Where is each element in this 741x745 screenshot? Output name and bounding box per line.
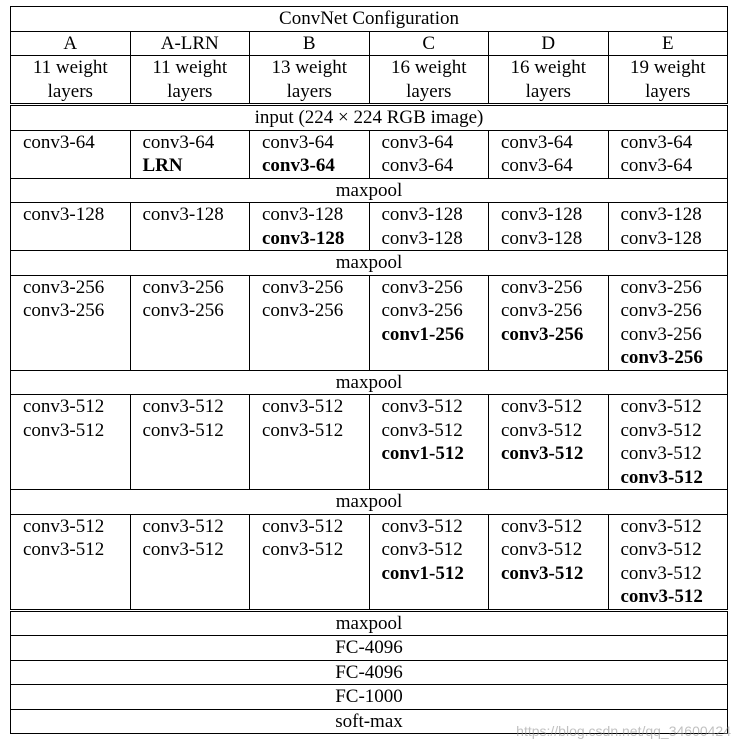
layer-cell <box>369 514 489 610</box>
layer-label: conv3-512 <box>620 539 702 560</box>
layer-label: conv3-128 <box>262 227 345 249</box>
layer-cell <box>11 514 131 610</box>
layer-label: conv3-128 <box>381 227 463 249</box>
layer-label: conv3-512 <box>142 419 224 441</box>
layer-label: conv3-256 <box>620 347 703 368</box>
layer-cell <box>489 130 609 178</box>
layer-label: conv3-512 <box>501 419 583 441</box>
layer-label: conv3-128 <box>142 204 224 225</box>
layer-label: conv3-64 <box>262 131 334 153</box>
layer-label: conv3-128 <box>381 204 463 225</box>
column-desc: 11 weight layers <box>11 56 131 105</box>
tail-row: FC-4096 <box>11 660 728 685</box>
layer-label: conv3-256 <box>501 276 583 298</box>
layer-cell <box>130 514 250 610</box>
convnet-config-table <box>10 6 728 734</box>
layer-label: conv3-256 <box>142 300 224 321</box>
maxpool-row: maxpool <box>11 370 728 395</box>
layer-label: conv3-512 <box>620 466 703 488</box>
layer-label: conv3-64 <box>23 131 95 153</box>
tail-row: FC-1000 <box>11 685 728 710</box>
layer-label: conv3-256 <box>620 276 702 298</box>
layer-label: conv3-512 <box>620 396 702 417</box>
config-table-grid <box>10 6 728 734</box>
layer-cell <box>11 203 131 251</box>
layer-label: conv3-512 <box>620 515 702 537</box>
layer-cell <box>250 203 370 251</box>
tail-row: maxpool <box>11 610 728 636</box>
layer-cell <box>489 395 609 490</box>
layer-label: conv3-256 <box>620 323 702 345</box>
layer-cell <box>608 130 728 178</box>
layer-label: conv3-64 <box>501 131 573 153</box>
layer-cell <box>250 395 370 490</box>
layer-label: conv3-128 <box>620 204 702 225</box>
layer-label: conv3-256 <box>142 276 224 298</box>
layer-cell <box>130 395 250 490</box>
column-header-a: A <box>11 31 131 56</box>
layer-label: conv3-512 <box>501 515 583 537</box>
layer-label: conv3-512 <box>262 396 344 417</box>
layer-label: conv3-128 <box>262 204 344 225</box>
layer-cell <box>11 275 131 370</box>
column-header-b: B <box>250 31 370 56</box>
layer-label: LRN <box>142 155 183 176</box>
column-desc: 16 weight layers <box>489 56 609 105</box>
layer-cell <box>369 275 489 370</box>
column-desc: 19 weight layers <box>608 56 728 105</box>
layer-label: conv3-512 <box>381 539 463 560</box>
layer-cell <box>369 130 489 178</box>
layer-cell <box>608 395 728 490</box>
input-row: input (224 × 224 RGB image) <box>11 105 728 131</box>
column-header-a-lrn: A-LRN <box>130 31 250 56</box>
layer-cell <box>369 203 489 251</box>
column-desc: 16 weight layers <box>369 56 489 105</box>
layer-label: conv3-512 <box>23 539 105 560</box>
layer-label: conv3-512 <box>501 443 584 464</box>
tail-row: FC-4096 <box>11 636 728 661</box>
maxpool-row: maxpool <box>11 251 728 276</box>
layer-cell <box>369 395 489 490</box>
layer-cell <box>130 275 250 370</box>
column-header-e: E <box>608 31 728 56</box>
layer-label: conv3-128 <box>501 227 583 249</box>
watermark: https://blog.csdn.net/qq_34600424 <box>516 723 731 739</box>
column-desc: 13 weight layers <box>250 56 370 105</box>
layer-label: conv3-64 <box>501 155 573 176</box>
layer-label: conv3-256 <box>23 276 105 298</box>
layer-label: conv3-512 <box>620 586 703 607</box>
maxpool-row: maxpool <box>11 178 728 203</box>
tail-row: soft-max <box>11 709 728 734</box>
layer-label: conv1-256 <box>381 323 464 345</box>
layer-label: conv3-64 <box>620 131 693 153</box>
layer-label: conv3-128 <box>23 204 105 225</box>
layer-label: conv3-512 <box>142 515 224 537</box>
layer-label: conv3-256 <box>501 300 583 321</box>
layer-cell <box>250 275 370 370</box>
layer-cell <box>11 130 131 178</box>
layer-label: conv3-256 <box>381 300 463 321</box>
layer-label: conv3-256 <box>262 276 344 298</box>
layer-cell <box>608 203 728 251</box>
layer-label: conv3-64 <box>142 131 215 153</box>
layer-label: conv3-512 <box>381 515 463 537</box>
layer-label: conv3-512 <box>262 539 344 560</box>
layer-cell <box>250 514 370 610</box>
layer-cell <box>608 514 728 610</box>
column-header-c: C <box>369 31 489 56</box>
layer-cell <box>489 203 609 251</box>
layer-label: conv3-512 <box>501 562 584 584</box>
layer-label: conv3-512 <box>23 419 105 441</box>
layer-label: conv3-512 <box>620 443 702 464</box>
layer-label: conv3-512 <box>620 562 702 584</box>
column-desc: 11 weight layers <box>130 56 250 105</box>
layer-cell <box>130 130 250 178</box>
layer-label: conv3-256 <box>381 276 463 298</box>
layer-label: conv3-512 <box>262 419 344 441</box>
layer-label: conv1-512 <box>381 562 464 584</box>
layer-label: conv3-512 <box>501 539 583 560</box>
layer-label: conv3-512 <box>23 396 105 417</box>
layer-label: conv3-128 <box>620 227 702 249</box>
layer-cell <box>489 514 609 610</box>
layer-label: conv3-256 <box>620 300 702 321</box>
layer-label: conv3-64 <box>262 155 335 176</box>
layer-label: conv3-128 <box>501 204 583 225</box>
layer-label: conv3-256 <box>23 300 105 321</box>
column-header-d: D <box>489 31 609 56</box>
layer-label: conv3-64 <box>381 131 454 153</box>
layer-label: conv3-512 <box>501 396 583 417</box>
table-title: ConvNet Configuration <box>11 7 728 32</box>
layer-label: conv3-256 <box>501 323 584 345</box>
maxpool-row: maxpool <box>11 490 728 515</box>
layer-label: conv1-512 <box>381 443 464 464</box>
layer-label: conv3-512 <box>262 515 344 537</box>
layer-cell <box>608 275 728 370</box>
layer-cell <box>11 395 131 490</box>
layer-label: conv3-64 <box>381 155 454 176</box>
layer-label: conv3-512 <box>381 419 463 441</box>
layer-label: conv3-64 <box>620 155 693 176</box>
layer-label: conv3-512 <box>142 539 224 560</box>
layer-label: conv3-512 <box>381 396 463 417</box>
layer-label: conv3-256 <box>262 300 344 321</box>
layer-label: conv3-512 <box>142 396 224 417</box>
layer-cell <box>130 203 250 251</box>
layer-cell <box>489 275 609 370</box>
layer-label: conv3-512 <box>23 515 105 537</box>
layer-cell <box>250 130 370 178</box>
layer-label: conv3-512 <box>620 419 702 441</box>
